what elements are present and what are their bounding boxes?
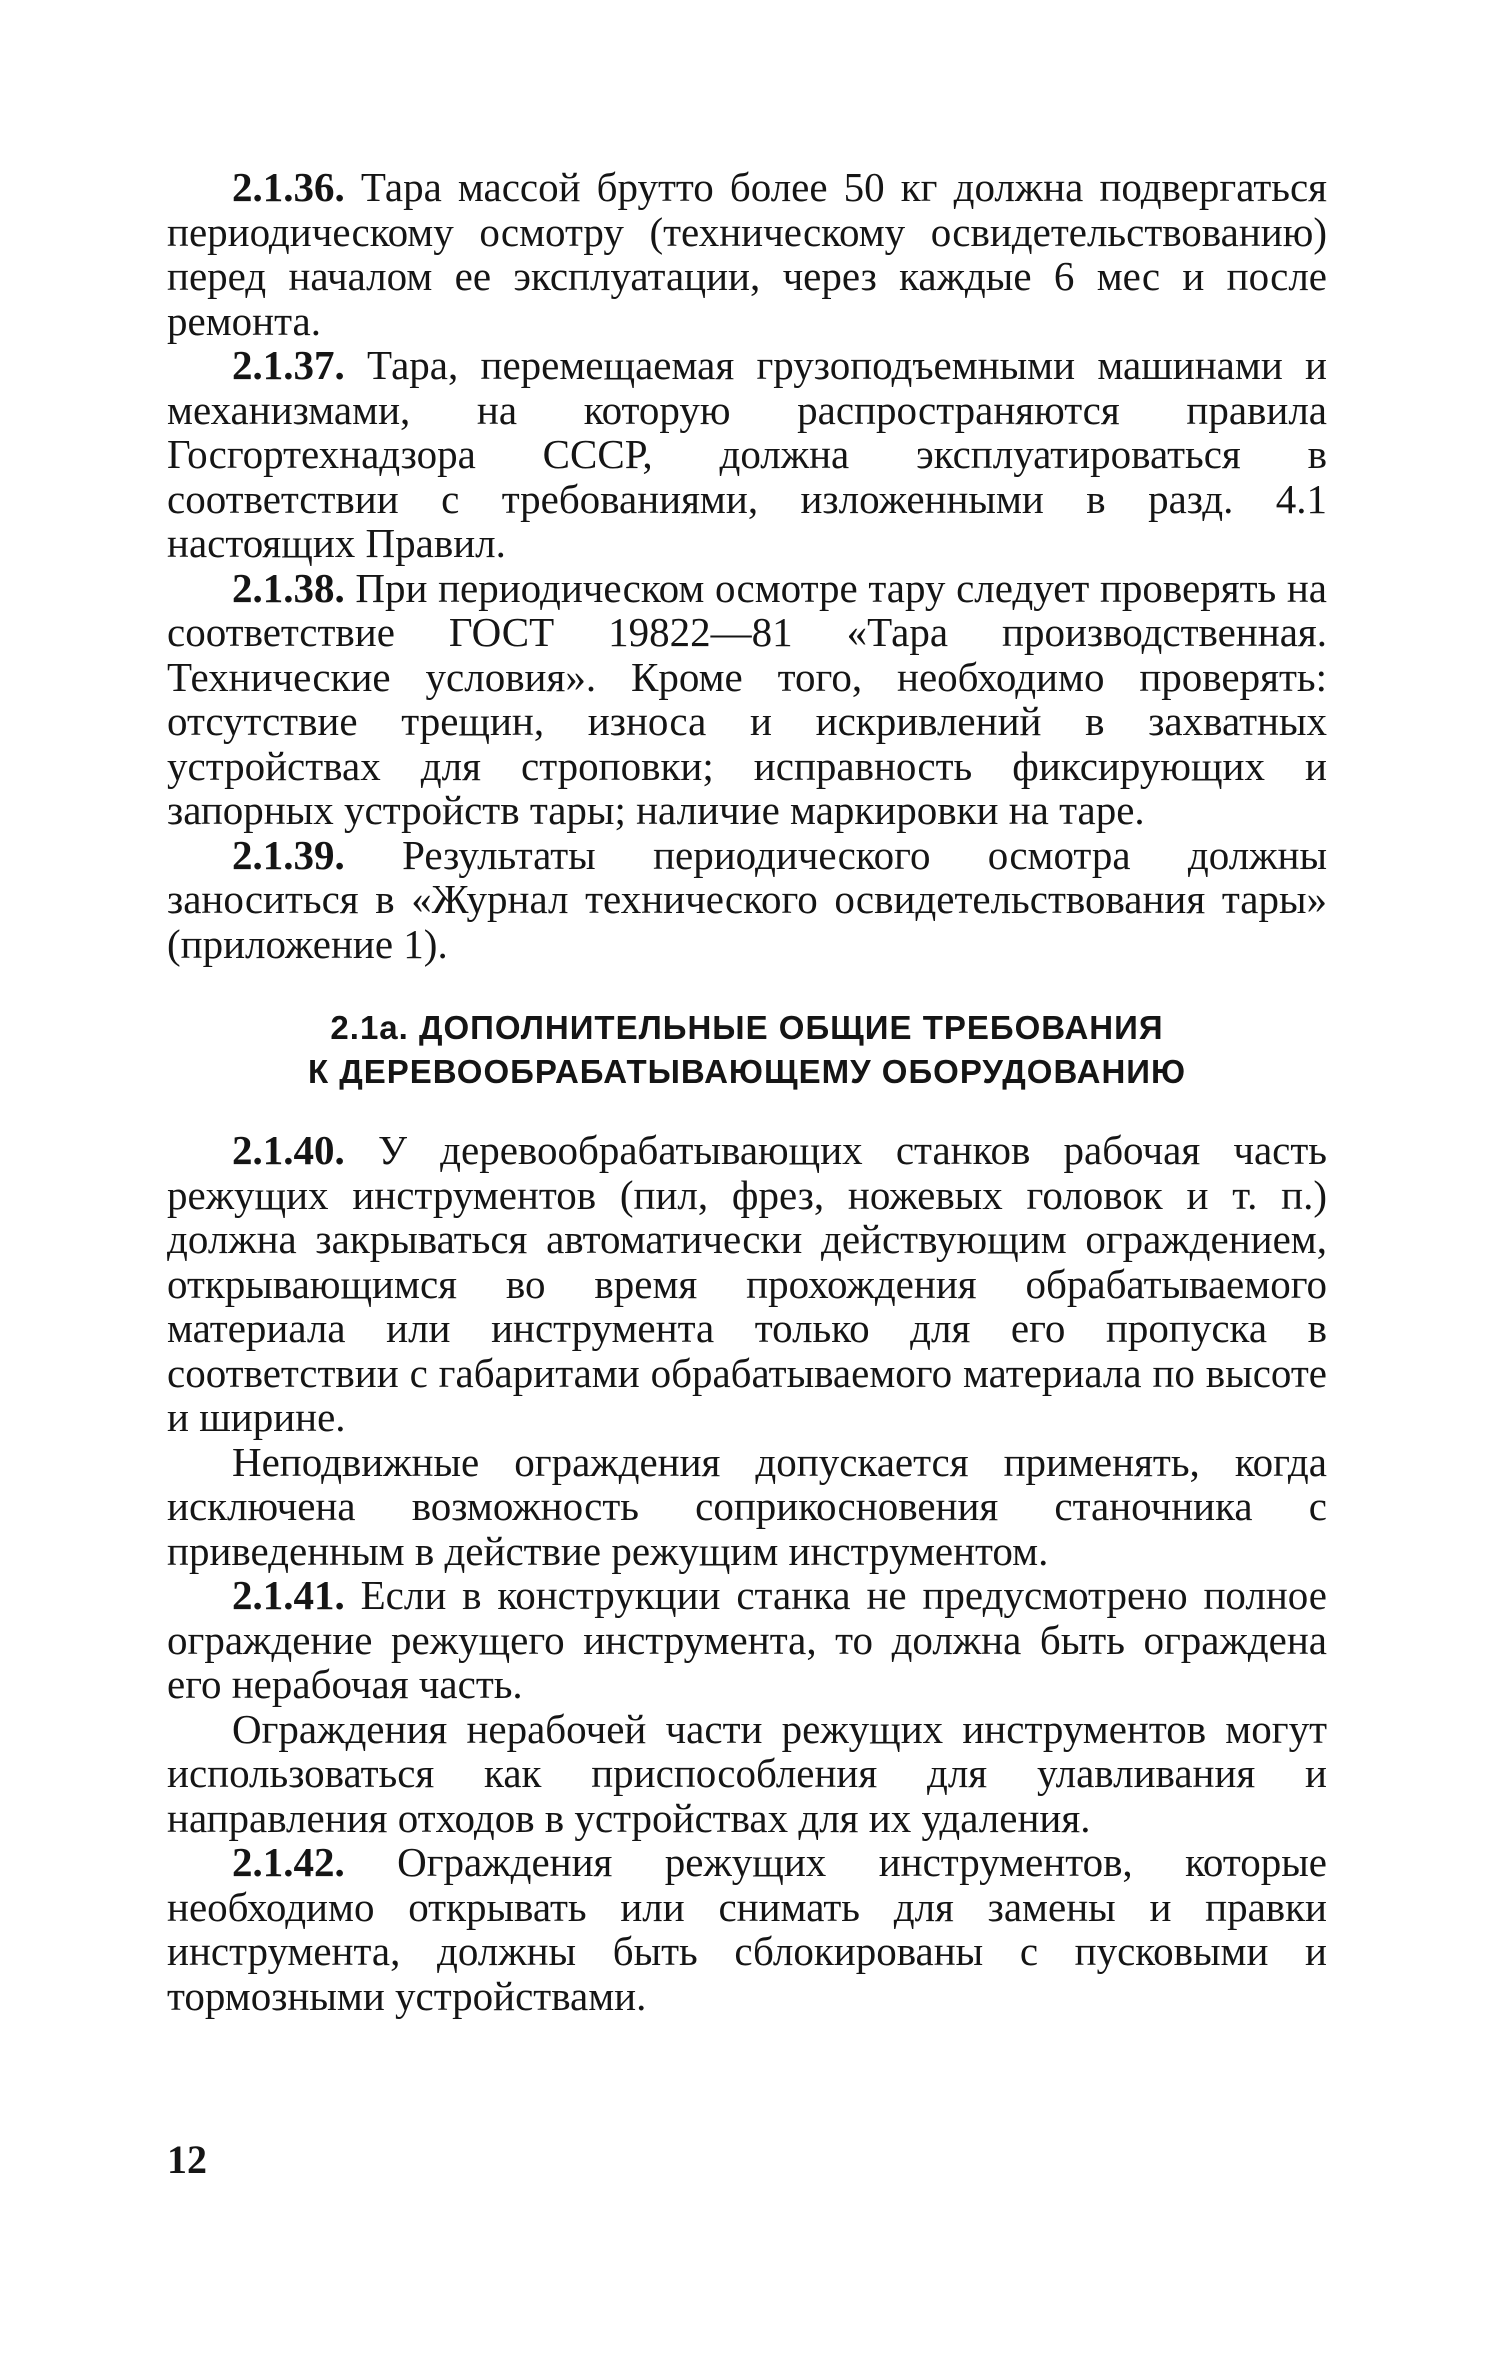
paragraph-2-1-41-cont	[167, 1707, 1327, 1841]
paragraph-2-1-41	[167, 1573, 1327, 1707]
section-heading	[167, 1006, 1327, 1094]
paragraph-2-1-38	[167, 566, 1327, 833]
clause-number: 2.1.39.	[232, 831, 345, 878]
paragraph-text: Тара, перемещаемая грузоподъемными машинами и механизмами, на которую распространяются правила Госгортехнадзора СССР, должна эксплуатироваться в соответствии с требованиями, изложенными в разд. 4.1 настоящих Правил.	[167, 342, 1327, 566]
paragraph-2-1-36	[167, 165, 1327, 343]
paragraph-text: Неподвижные ограждения допускается применять, когда исключена возможность соприкосновения станочника с приведенным в действие режущим инструментом.	[167, 1438, 1327, 1574]
paragraph-text: Результаты периодического осмотра должны заноситься в «Журнал технического освидетельствования тары» (приложение 1).	[167, 831, 1327, 967]
clause-number: 2.1.36.	[232, 164, 345, 210]
text-column	[167, 165, 1327, 2018]
paragraph-2-1-40	[167, 1128, 1327, 1440]
clause-number: 2.1.40.	[232, 1127, 345, 1173]
paragraph-2-1-42	[167, 1840, 1327, 2018]
section-heading-line-1: 2.1а. ДОПОЛНИТЕЛЬНЫЕ ОБЩИЕ ТРЕБОВАНИЯ	[330, 1009, 1164, 1046]
paragraph-2-1-40-cont	[167, 1440, 1327, 1574]
paragraph-text: Если в конструкции станка не предусмотрено полное ограждение режущего инструмента, то должна быть ограждена его нерабочая часть.	[167, 1572, 1327, 1707]
page-number: 12	[167, 2137, 207, 2182]
clause-number: 2.1.37.	[232, 342, 345, 388]
paragraph-text: Ограждения режущих инструментов, которые необходимо открывать или снимать для замены и правки инструмента, должны быть сблокированы с пусковыми и тормозными устройствами.	[167, 1839, 1327, 2019]
clause-number: 2.1.42.	[232, 1839, 345, 1885]
paragraph-text: Ограждения нерабочей части режущих инструментов могут использоваться как приспособления для улавливания и направления отходов в устройствах для их удаления.	[167, 1705, 1327, 1841]
paragraph-2-1-39	[167, 833, 1327, 967]
paragraph-2-1-37	[167, 343, 1327, 566]
clause-number: 2.1.41.	[232, 1572, 345, 1618]
paragraph-text: У деревообрабатывающих станков рабочая часть режущих инструментов (пил, фрез, ножевых головок и т. п.) должна закрываться автоматически действующим ограждением, открывающимся во время прохождения обрабатываемого материала или инструмента только для его пропуска в соответствии с габаритами обрабатываемого материала по высоте и ширине.	[167, 1127, 1327, 1440]
clause-number: 2.1.38.	[232, 564, 345, 611]
paragraph-text: При периодическом осмотре тару следует проверять на соответствие ГОСТ 19822—81 «Тара производственная. Технические условия». Кроме того, необходимо проверять: отсутствие трещин, износа и искривлений в захватных устройствах для строповки; исправность фиксирующих и запорных устройств тары; наличие маркировки на таре.	[167, 564, 1327, 833]
paragraph-text: Тара массой брутто более 50 кг должна подвергаться периодическому осмотру (техническому освидетельствованию) перед началом ее эксплуатации, через каждые 6 мес и после ремонта.	[167, 164, 1327, 344]
section-heading-line-2: К ДЕРЕВООБРАБАТЫВАЮЩЕМУ ОБОРУДОВАНИЮ	[307, 1053, 1187, 1090]
